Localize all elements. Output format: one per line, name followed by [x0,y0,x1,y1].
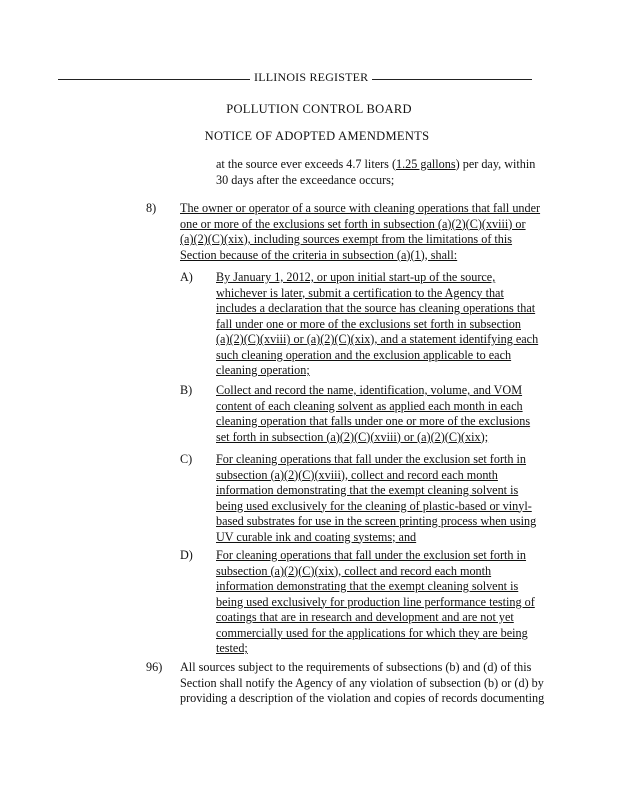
item-8-line: one or more of the exclusions set forth in subsection (a)(2)(C)(xviii) or [180,216,526,231]
subitem-c-line: UV curable ink and coating systems; and [216,529,417,544]
subitem-d-line: commercially used for the applications for which they are being [216,625,528,640]
subitem-b-label: B) [180,383,193,397]
subitem-d-line: tested; [216,641,248,655]
subitem-a-text [216,270,538,379]
subitem-b-line: cleaning operation that falls under one or more of the exclusions [216,414,531,428]
subitem-c-label: C) [180,452,193,466]
subitem-a-line: (a)(2)(C)(xviii) or (a)(2)(C)(xix), and a statement identifying each [216,332,539,346]
notice-title: NOTICE OF ADOPTED AMENDMENTS [204,129,430,143]
subitem-b-text [216,383,530,445]
item-9-line: Section shall notify the Agency of any violation of subsection (b) or (d) by [180,675,544,690]
item-8-line: (a)(2)(C)(xix), including sources exempt from the limitations of this [180,232,513,246]
board-title: POLLUTION CONTROL BOARD [226,102,412,116]
subitem-a-line: cleaning operation; [216,363,310,377]
subitem-d-line: subsection (a)(2)(C)(xix), collect and record each month [216,563,492,578]
continuation-text [216,157,535,188]
subitem-a-line: includes a declaration that the source has cleaning operations that [216,301,536,315]
subitem-a-line: By January 1, 2012, or upon initial start-up of the source, [216,270,496,284]
subitem-c-line: For cleaning operations that fall under the exclusion set forth in [216,452,527,466]
subitem-d-line: coatings that are in research and development and are not yet [216,610,514,624]
subitem-a-line: whichever is later, submit a certification to the Agency that [216,285,504,300]
subitem-c-line: subsection (a)(2)(C)(xviii), collect and record each month [216,467,498,482]
subitem-b-line: Collect and record the name, identification, volume, and VOM [216,383,523,397]
subitem-a-label: A) [180,270,193,284]
item-8-line: The owner or operator of a source with cleaning operations that fall under [180,201,541,215]
subitem-b-line: content of each cleaning solvent as applied each month in each [216,398,523,413]
subitem-c-line: information demonstrating that the exempt cleaning solvent is [216,483,519,497]
subitem-c-text [216,452,536,545]
continuation-line-1: at the source ever exceeds 4.7 liters (1.25 gallons) per day, within [216,157,536,171]
item-8-label: 8) [146,201,157,215]
item-9-line: All sources subject to the requirements of subsections (b) and (d) of this [180,660,532,674]
subitem-d-label: D) [180,548,193,562]
item-9-text [180,660,544,707]
register-title: ILLINOIS REGISTER [250,70,372,85]
subitem-d-line: being used exclusively for production line performance testing of [216,594,535,609]
subitem-a-line: such cleaning operation and the exclusion applicable to each [216,347,512,362]
item-9-label: 96) [146,660,163,674]
subitem-c-line: being used exclusively for the cleaning of plastic-based or vinyl- [216,498,532,513]
subitem-d-text [216,548,535,657]
subitem-c-line: based substrates for use in the screen printing process when using [216,514,537,528]
item-8-line: Section because of the criteria in subsection (a)(1), shall: [180,247,458,262]
subitem-d-line: For cleaning operations that fall under the exclusion set forth in [216,548,527,562]
subitem-b-line: set forth in subsection (a)(2)(C)(xviii) or (a)(2)(C)(xix); [216,429,489,444]
continuation-line-2: 30 days after the exceedance occurs; [216,172,395,187]
subitem-a-line: fall under one or more of the exclusions set forth in subsection [216,316,521,331]
item-9-line: providing a description of the violation and copies of records documenting [180,691,545,705]
subitem-d-line: information demonstrating that the exempt cleaning solvent is [216,579,519,593]
item-8-text [180,201,540,263]
